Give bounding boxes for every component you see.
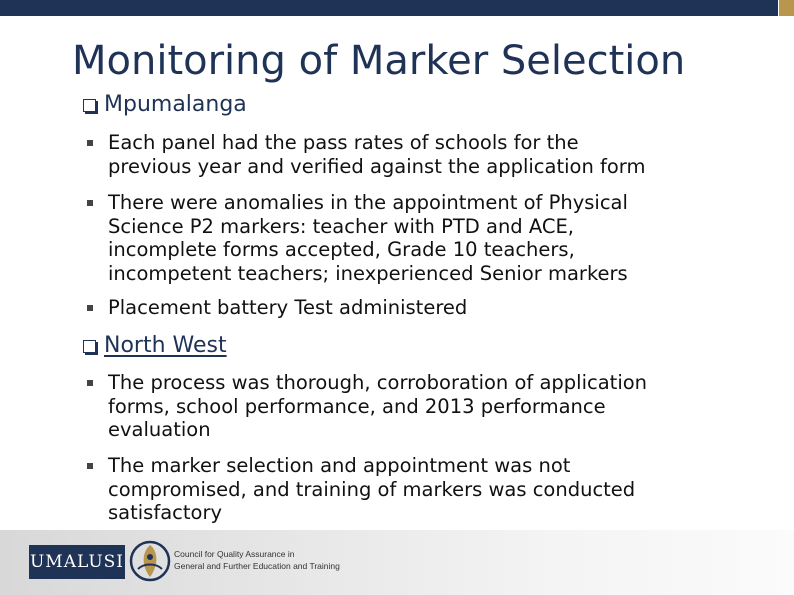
bullet-line: There were anomalies in the appointment of Physical [108,191,628,214]
square-bullet-icon [87,463,93,469]
section-heading-label: Mpumalanga [104,92,247,117]
bullet-line: satisfactory [108,501,223,524]
section-heading-north-west [83,333,227,358]
bullet-line: evaluation [108,418,211,441]
bullet-line: incompetent teachers; inexperienced Senior markers [108,261,628,285]
bullet-line: incomplete forms accepted, Grade 10 teachers, [108,238,575,261]
footer-org-line: Council for Quality Assurance in [174,549,295,559]
section-heading-mpumalanga [83,92,247,117]
bullet-line: The marker selection and appointment was not [108,454,571,477]
bullet-line: forms, school performance, and 2013 performance [108,394,606,418]
square-bullet-icon [87,140,93,146]
bullet-line: compromised, and training of markers was conducted [108,477,636,501]
bullet-line: The process was thorough, corroboration of application [108,371,648,394]
checkbox-bullet-icon [83,340,96,353]
umalusi-logo: UMALUSI [29,545,125,579]
bullet-item [87,454,767,525]
bullet-item [87,371,767,442]
bullet-line: Science P2 markers: teacher with PTD and ACE, [108,214,575,238]
footer-org-name [174,548,340,572]
bullet-line: Placement battery Test administered [108,296,468,319]
bullet-line: Each panel had the pass rates of schools for the [108,131,579,154]
bullet-line: previous year and verified against the application form [108,154,646,178]
square-bullet-icon [87,305,93,311]
square-bullet-icon [87,200,93,206]
footer-org-line: General and Further Education and Training [174,561,340,571]
bullet-item [87,296,767,320]
section-heading-label: North West [104,333,227,358]
square-bullet-icon [87,380,93,386]
checkbox-bullet-icon [83,99,96,112]
umalusi-emblem-icon [128,539,172,583]
bullet-item [87,191,767,285]
bullet-item [87,131,767,178]
slide-title: Monitoring of Marker Selection [72,38,686,84]
